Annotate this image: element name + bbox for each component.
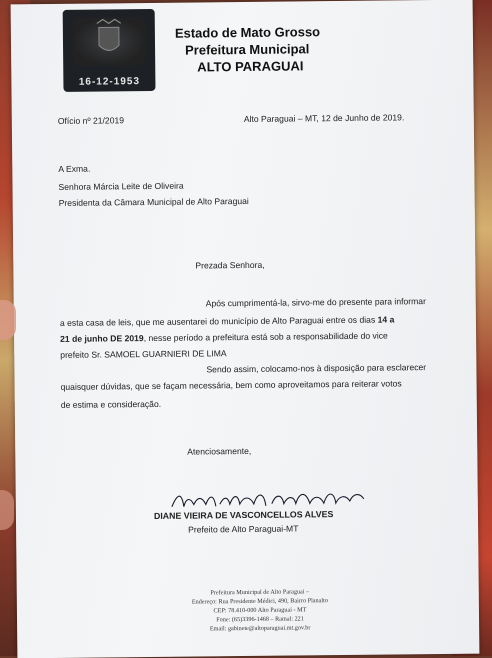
footer-line4: Fone: (65)3396-1468 – Ramal: 221 [216, 615, 304, 624]
bold-date-end: 21 de junho DE 2019 [60, 333, 144, 344]
body-p2-line1: Sendo assim, colocamo-nos à disposição para esclarecer [206, 362, 427, 375]
letter-page [11, 0, 480, 658]
recipient-title: Presidenta da Câmara Municipal de Alto Paraguai [58, 195, 249, 208]
recipient-salutation: A Exma. [58, 163, 91, 174]
signatory-name: DIANE VIEIRA DE VASCONCELLOS ALVES [153, 509, 334, 521]
footer-line3: CEP: 78.410-000 Alto Paraguai - MT [213, 606, 307, 615]
city-name: ALTO PARAGUAI [197, 58, 304, 75]
closing: Atenciosamente, [187, 445, 252, 457]
body-p2-line2: quaisquer dúvidas, que se façam necessária, bem como aproveitamos para reiterar votos [60, 378, 402, 392]
signatory-role: Prefeito de Alto Paraguai-MT [188, 523, 299, 535]
reference-number: Ofício nº 21/2019 [57, 115, 125, 126]
body-p1-line3: 21 de junho DE 2019, nesse período a prefeitura está sob a responsabilidade do vice [60, 330, 388, 344]
prefecture-name: Prefeitura Municipal [184, 41, 310, 58]
finger-left-bottom [0, 490, 14, 530]
letterhead-text [175, 23, 321, 76]
footer-address [175, 587, 345, 634]
body-p1-line2: a esta casa de leis, que me ausentarei do município de Alto Paraguai entre os dias 14 a [59, 314, 395, 328]
place-date: Alto Paraguai – MT, 12 de Junho de 2019. [243, 112, 405, 125]
footer-line1: Prefeitura Municipal de Alto Paraguai – [210, 588, 310, 597]
recipient-name: Senhora Márcia Leite de Oliveira [58, 180, 184, 192]
municipal-seal [63, 9, 156, 92]
seal-date: 16-12-1953 [78, 76, 141, 88]
bold-date-start: 14 a [377, 314, 395, 325]
body-p1-line4: prefeito Sr. SAMOEL GUARNIERI DE LIMA [60, 348, 227, 360]
state-name: Estado de Mato Grosso [174, 24, 321, 41]
body-p2-line3: de estima e consideração. [60, 398, 162, 410]
footer-line2: Endereço: Rua Presidente Médici, 490, Bairro Planalto [191, 597, 328, 606]
footer-line5: Email: gabinete@altoparaguai.mt.gov.br [209, 624, 311, 633]
body-p1-line1: Após cumprimentá-la, sirvo-me do presente para informar [205, 296, 426, 309]
greeting: Prezada Senhora, [195, 259, 265, 271]
finger-left-top [0, 300, 16, 340]
coat-of-arms-icon [73, 17, 145, 66]
